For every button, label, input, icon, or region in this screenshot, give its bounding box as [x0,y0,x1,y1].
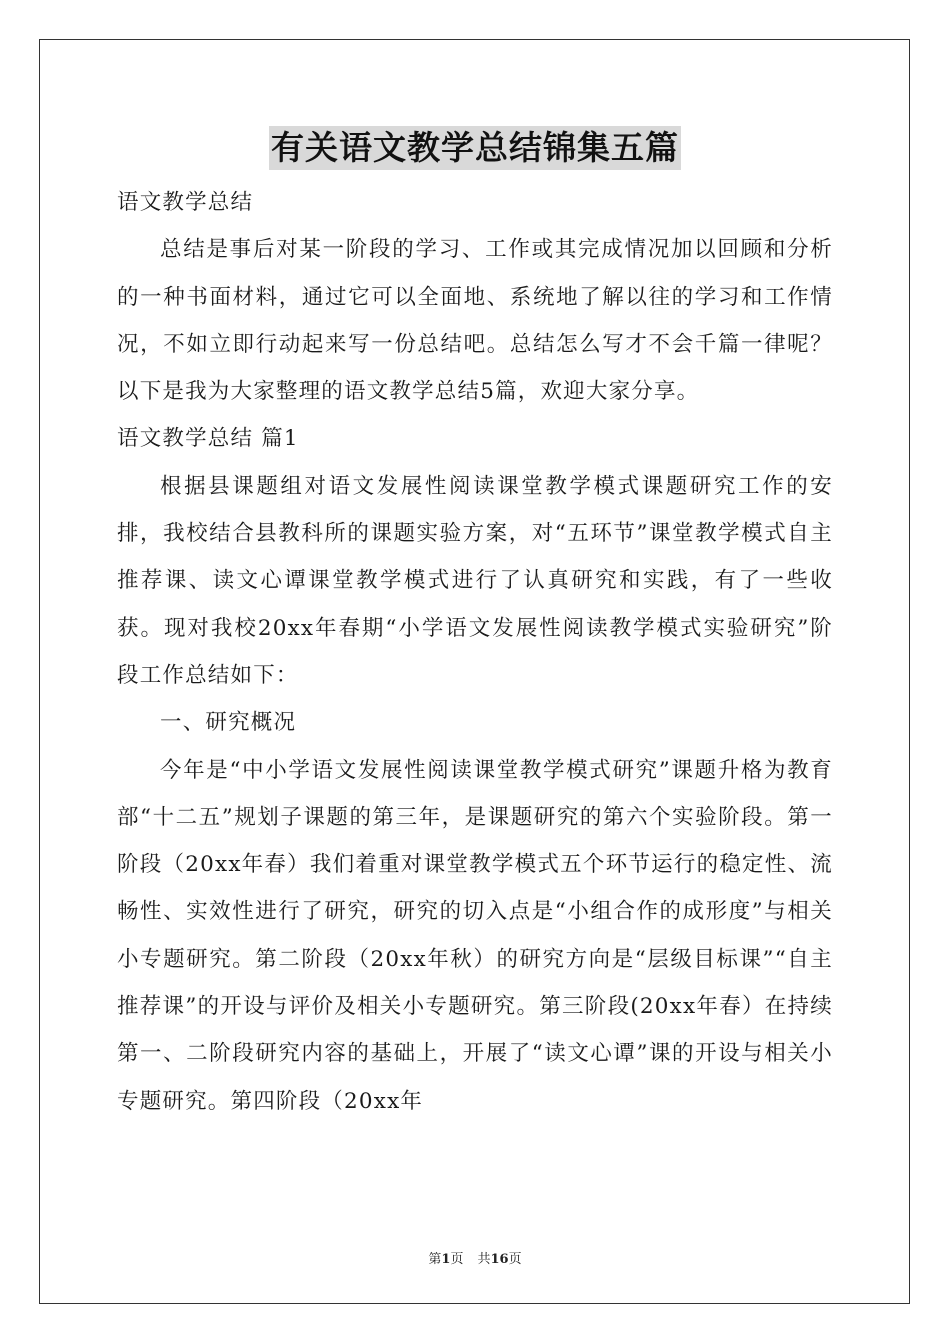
total-pages: 16 [490,1252,509,1267]
subsection-heading: 一、研究概况 [160,710,297,736]
page-footer [0,1248,950,1267]
total-suffix: 页 [508,1252,522,1267]
body-paragraph: 总结是事后对某一阶段的学习、工作或其完成情况加以回顾和分析的一种书面材料，通过它可以全面地、系统地了解以往的学习和工作情况，不如立即行动起来写一份总结吧。总结怎么写才不会千篇一律呢？以下是我为大家整理的语文教学总结5篇，欢迎大家分享。 [117,237,833,405]
section-heading: 语文教学总结 [117,190,254,215]
total-prefix: 共 [477,1252,491,1267]
page-number: 1 [441,1252,451,1267]
page-prefix: 第 [428,1252,442,1267]
body-paragraph: 根据县课题组对语文发展性阅读课堂教学模式课题研究工作的安排，我校结合县教科所的课题实验方案，对“五环节”课堂教学模式自主推荐课、读文心谭课堂教学模式进行了认真研究和实践，有了一些收获。现对我校20xx年春期“小学语文发展性阅读教学模式实验研究”阶段工作总结如下： [117,473,833,688]
body-paragraph: 今年是“中小学语文发展性阅读课堂教学模式研究”课题升格为教育部“十二五”规划子课题的第三年，是课题研究的第六个实验阶段。第一阶段（20xx年春）我们着重对课堂教学模式五个环节运行的稳定性、流畅性、实效性进行了研究，研究的切入点是“小组合作的成形度”与相关小专题研究。第二阶段（20xx年秋）的研究方向是“层级目标课”“自主推荐课”的开设与评价及相关小专题研究。第三阶段(20xx年春）在持续第一、二阶段研究内容的基础上，开展了“读文心谭”课的开设与相关小专题研究。第四阶段（20xx年 [117,757,833,1114]
page-suffix: 页 [450,1252,464,1267]
document-body [117,179,833,1125]
section-heading: 语文教学总结 篇1 [117,426,299,452]
title-container [0,126,950,170]
document-title: 有关语文教学总结锦集五篇 [269,126,681,170]
